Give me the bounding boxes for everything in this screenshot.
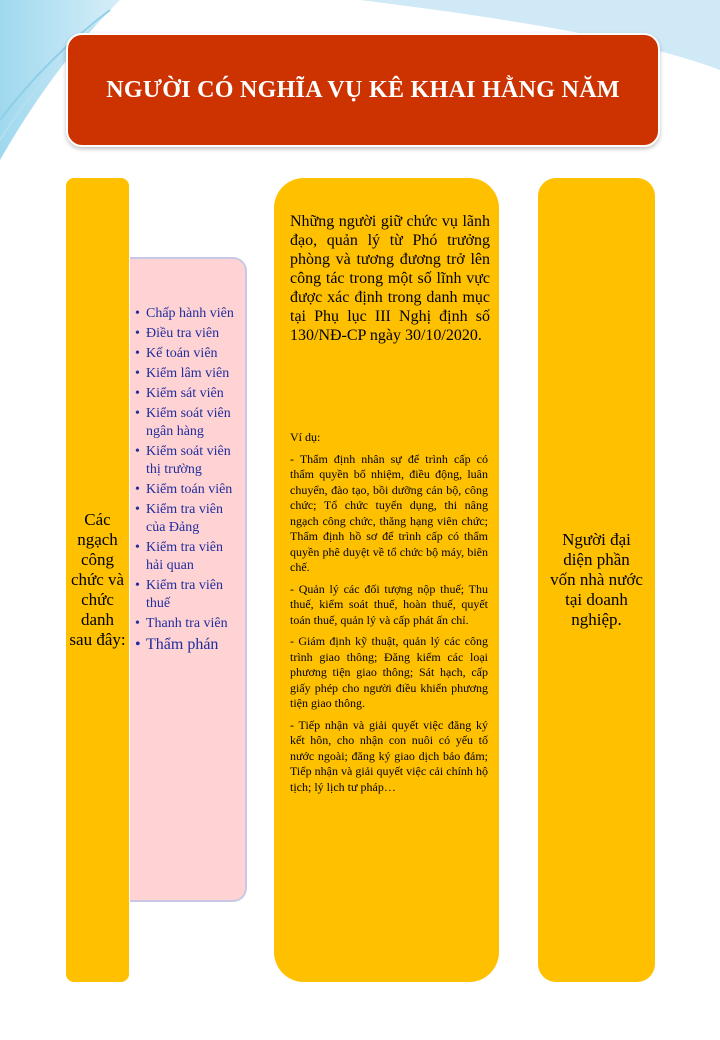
list-item: • Điều tra viên [135,325,243,343]
list-item: • Kiểm soát viên ngân hàng [135,405,243,441]
civil-servant-ranks-box [66,178,129,982]
leadership-positions-box [274,178,499,982]
list-item: • Kiểm sát viên [135,385,243,403]
title-banner [66,33,660,147]
list-item: • Kế toán viên [135,345,243,363]
civil-servant-ranks-text: Các ngạch công chức và chức danh sau đây: [69,510,126,649]
state-capital-representative-text: Người đại diện phần vốn nhà nước tại doanh nghiệp. [550,530,643,629]
example-item: - Giám định kỹ thuật, quản lý các công trình giao thông; Đăng kiểm các loại phương tiện giao thông; Sát hạch, cấp giấy phép cho người điều khiển phương tiện giao thông. [290,634,488,710]
list-item: • Kiểm tra viên thuế [135,577,243,613]
list-item: • Kiểm soát viên thị trường [135,443,243,479]
titles-list-box [130,257,247,902]
example-item: - Tiếp nhận và giải quyết việc đăng ký kết hôn, cho nhận con nuôi có yếu tố nước ngoài; đăng ký giao dịch bảo đảm; Tiếp nhận và giải quyết việc cải chính hộ tịch; lý lịch tư pháp… [290,717,488,794]
example-item: - Quản lý các đối tượng nộp thuế; Thu thuế, kiểm soát thuế, hoàn thuế, quyết toán thuế, quản lý và cấp phát ấn chỉ. [290,581,488,627]
list-item: • Kiểm lâm viên [135,365,243,383]
page-title: NGƯỜI CÓ NGHĨA VỤ KÊ KHAI HẰNG NĂM [106,76,620,103]
example-label: Ví dụ: [290,430,321,444]
examples-section [290,430,488,801]
list-item: • Kiểm tra viên hải quan [135,539,243,575]
list-item: • Kiểm tra viên của Đảng [135,501,243,537]
leadership-description: Những người giữ chức vụ lãnh đạo, quản lý từ Phó trưởng phòng và tương đương trở lên công tác trong một số lĩnh vực được xác định trong danh mục tại Phụ lục III Nghị định số 130/NĐ-CP ngày 30/10/2020. [290,213,490,344]
list-item: • Kiểm toán viên [135,481,243,499]
titles-list [135,305,243,657]
state-capital-representative-box [538,178,655,982]
list-item: • Thanh tra viên [135,615,243,633]
list-item: • Thẩm phán [135,635,243,655]
example-item: - Thẩm định nhân sự để trình cấp có thẩm quyền bổ nhiệm, điều động, luân chuyển, đào tạo, bồi dưỡng cán bộ, công chức; Tổ chức tuyển dụng, thi nâng ngạch công chức, thăng hạng viên chức; Thẩm định hồ sơ để trình cấp có thẩm quyền phê duyệt về tổ chức bộ máy, biên chế. [290,451,488,574]
list-item: • Chấp hành viên [135,305,243,323]
